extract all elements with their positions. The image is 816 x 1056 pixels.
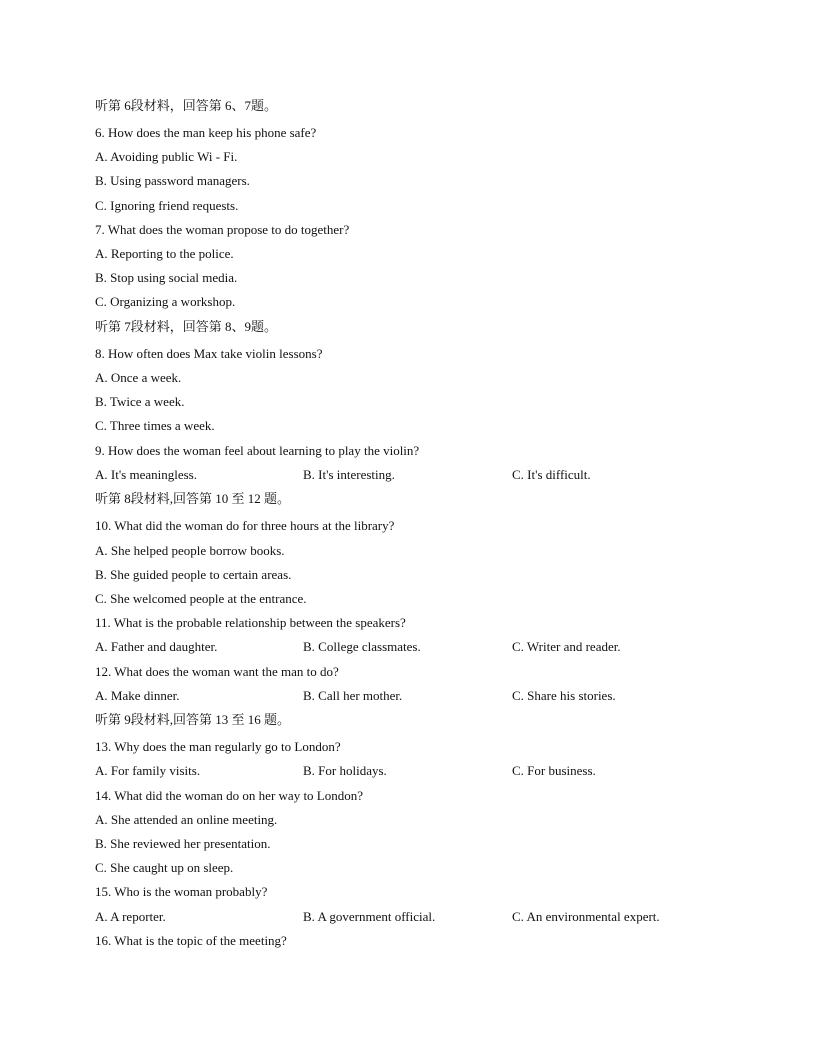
question-14-option-c: C. She caught up on sleep.	[95, 860, 234, 875]
question-8-stem: 8. How often does Max take violin lessons?	[95, 346, 323, 361]
question-6-option-a: A. Avoiding public Wi - Fi.	[95, 149, 238, 164]
question-10-option-b: B. She guided people to certain areas.	[95, 567, 292, 582]
question-15-option-b: B. A government official.	[303, 909, 436, 924]
question-11-option-c: C. Writer and reader.	[512, 639, 621, 654]
question-9-option-b: B. It's interesting.	[303, 467, 395, 482]
question-7-option-b: B. Stop using social media.	[95, 270, 238, 285]
question-10-stem: 10. What did the woman do for three hours at the library?	[95, 518, 395, 533]
question-7-stem: 7. What does the woman propose to do together?	[95, 222, 350, 237]
question-10-option-c: C. She welcomed people at the entrance.	[95, 591, 307, 606]
section-heading-8: 听第 8段材料,回答第 10 至 12 题。	[95, 491, 291, 506]
question-7-option-c: C. Organizing a workshop.	[95, 294, 236, 309]
question-12-option-c: C. Share his stories.	[512, 688, 616, 703]
question-8-option-a: A. Once a week.	[95, 370, 182, 385]
question-11-option-a: A. Father and daughter.	[95, 639, 218, 654]
question-9-stem: 9. How does the woman feel about learning to play the violin?	[95, 443, 420, 458]
question-6-option-c: C. Ignoring friend requests.	[95, 198, 239, 213]
question-12-stem: 12. What does the woman want the man to do?	[95, 664, 339, 679]
question-13-option-c: C. For business.	[512, 763, 596, 778]
question-9-option-a: A. It's meaningless.	[95, 467, 197, 482]
question-16-stem: 16. What is the topic of the meeting?	[95, 933, 287, 948]
question-12-option-b: B. Call her mother.	[303, 688, 403, 703]
question-11-stem: 11. What is the probable relationship between the speakers?	[95, 615, 406, 630]
section-heading-7: 听第 7段材料，回答第 8、9题。	[95, 319, 278, 334]
question-14-option-a: A. She attended an online meeting.	[95, 812, 278, 827]
question-8-option-c: C. Three times a week.	[95, 418, 215, 433]
section-heading-9: 听第 9段材料,回答第 13 至 16 题。	[95, 712, 291, 727]
question-7-option-a: A. Reporting to the police.	[95, 246, 234, 261]
question-13-option-a: A. For family visits.	[95, 763, 201, 778]
question-12-option-a: A. Make dinner.	[95, 688, 180, 703]
question-8-option-b: B. Twice a week.	[95, 394, 185, 409]
question-6-stem: 6. How does the man keep his phone safe?	[95, 125, 317, 140]
question-9-option-c: C. It's difficult.	[512, 467, 591, 482]
section-heading-6: 听第 6段材料，回答第 6、7题。	[95, 98, 278, 113]
question-13-stem: 13. Why does the man regularly go to London?	[95, 739, 341, 754]
question-6-option-b: B. Using password managers.	[95, 173, 250, 188]
question-15-stem: 15. Who is the woman probably?	[95, 884, 268, 899]
question-11-option-b: B. College classmates.	[303, 639, 421, 654]
question-15-option-a: A. A reporter.	[95, 909, 166, 924]
question-10-option-a: A. She helped people borrow books.	[95, 543, 285, 558]
question-15-option-c: C. An environmental expert.	[512, 909, 660, 924]
question-14-option-b: B. She reviewed her presentation.	[95, 836, 271, 851]
question-13-option-b: B. For holidays.	[303, 763, 387, 778]
question-14-stem: 14. What did the woman do on her way to London?	[95, 788, 364, 803]
